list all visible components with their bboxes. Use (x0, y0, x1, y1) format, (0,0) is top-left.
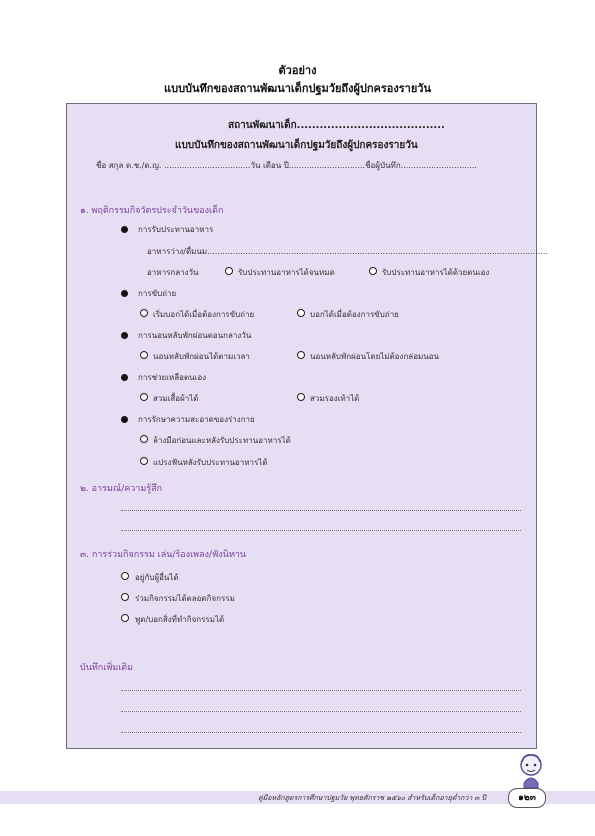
radio-with-others[interactable] (121, 572, 129, 580)
selfhelp-label: การช่วยเหลือตนเอง (138, 373, 207, 382)
bullet-icon (121, 332, 128, 339)
child-cartoon-icon (516, 753, 546, 789)
toilet-label: การขับถ่าย (138, 289, 177, 298)
radio-toilet-tell[interactable] (297, 309, 305, 317)
section3-opt1-label: อยู่กับผู้อื่นได้ (135, 573, 179, 582)
eating-label: การรับประทานอาหาร (138, 225, 214, 234)
form-title: แบบบันทึกของสถานพัฒนาเด็กปฐมวัยถึงผู้ปกครองรายวัน (175, 140, 418, 151)
nap-opt1-label: นอนหลับพักผ่อนได้ตามเวลา (153, 352, 250, 361)
hygiene-label: การรักษาความสะอาดของร่างกาย (138, 415, 255, 424)
lunch-opt2-label: รับประทานอาหารได้ด้วยตนเอง (382, 268, 490, 277)
notes-line-3[interactable] (121, 732, 521, 733)
page-title: ตัวอย่าง (278, 64, 317, 77)
section3-opt2-label: ร่วมกิจกรรมได้ตลอดกิจกรรม (135, 594, 235, 603)
section-1-title: ๑. พฤติกรรมกิจวัตรประจำวันของเด็ก (80, 206, 224, 216)
child-info-line[interactable]: ชื่อ สกุล ด.ช./ด.ญ. ..................................วัน เดือน ปี..............................ชื่อผู้บันทึก.............................. (96, 161, 477, 170)
radio-dress[interactable] (140, 393, 148, 401)
snack-field[interactable]: อาหารว่าง/ดื่มนม...................................................................................................................................... (147, 247, 548, 256)
bullet-icon (121, 374, 128, 381)
lunch-label: อาหารกลางวัน (147, 268, 199, 277)
radio-nap-self[interactable] (297, 351, 305, 359)
page-number: ๑๒๓ (508, 788, 546, 808)
hygiene-opt2-label: แปรงฟันหลังรับประทานอาหารได้ (153, 458, 268, 467)
radio-tell-activity[interactable] (121, 614, 129, 622)
notes-line-2[interactable] (121, 711, 521, 712)
footer-text: คู่มือหลักสูตรการศึกษาปฐมวัย พุทธศักราช ๒๕๖๐ สำหรับเด็กอายุต่ำกว่า ๓ ปี (258, 794, 486, 802)
page-subtitle: แบบบันทึกของสถานพัฒนาเด็กปฐมวัยถึงผู้ปกครองรายวัน (164, 82, 431, 95)
lunch-opt1-label: รับประทานอาหารได้จนหมด (238, 268, 335, 277)
radio-lunch-finished[interactable] (225, 267, 233, 275)
radio-shoes[interactable] (297, 393, 305, 401)
notes-line-1[interactable] (121, 690, 521, 691)
radio-full-activity[interactable] (121, 593, 129, 601)
selfhelp-opt2-label: สวมรองเท้าได้ (310, 394, 360, 403)
toilet-opt1-label: เริ่มบอกได้เมื่อต้องการขับถ่าย (153, 310, 255, 319)
emotion-line-1[interactable] (121, 510, 521, 511)
form-panel (66, 103, 537, 749)
section3-opt3-label: พูด/บอกสิ่งที่ทำกิจกรรมได้ (135, 615, 225, 624)
bullet-icon (121, 416, 128, 423)
section-2-title: ๒. อารมณ์/ความรู้สึก (80, 484, 163, 494)
center-name-field[interactable]: สถานพัฒนาเด็ก....................................... (228, 120, 445, 131)
emotion-line-2[interactable] (121, 530, 521, 531)
section-3-title: ๓. การร่วมกิจกรรม เล่น/ร้องเพลง/ฟังนิทาน (80, 550, 247, 560)
nap-label: การนอนหลับพักผ่อนตอนกลางวัน (138, 331, 252, 340)
toilet-opt2-label: บอกได้เมื่อต้องการขับถ่าย (310, 310, 399, 319)
selfhelp-opt1-label: สวมเสื้อผ้าได้ (153, 394, 199, 403)
radio-lunch-self[interactable] (369, 267, 377, 275)
radio-wash-hands[interactable] (140, 435, 148, 443)
radio-toilet-start[interactable] (140, 309, 148, 317)
radio-nap-ontime[interactable] (140, 351, 148, 359)
notes-title: บันทึกเพิ่มเติม (80, 663, 134, 673)
bullet-icon (121, 226, 128, 233)
hygiene-opt1-label: ล้างมือก่อนและหลังรับประทานอาหารได้ (153, 436, 291, 445)
bullet-icon (121, 290, 128, 297)
radio-brush-teeth[interactable] (140, 457, 148, 465)
nap-opt2-label: นอนหลับพักผ่อนโดยไม่ต้องกล่อมนอน (310, 352, 440, 361)
